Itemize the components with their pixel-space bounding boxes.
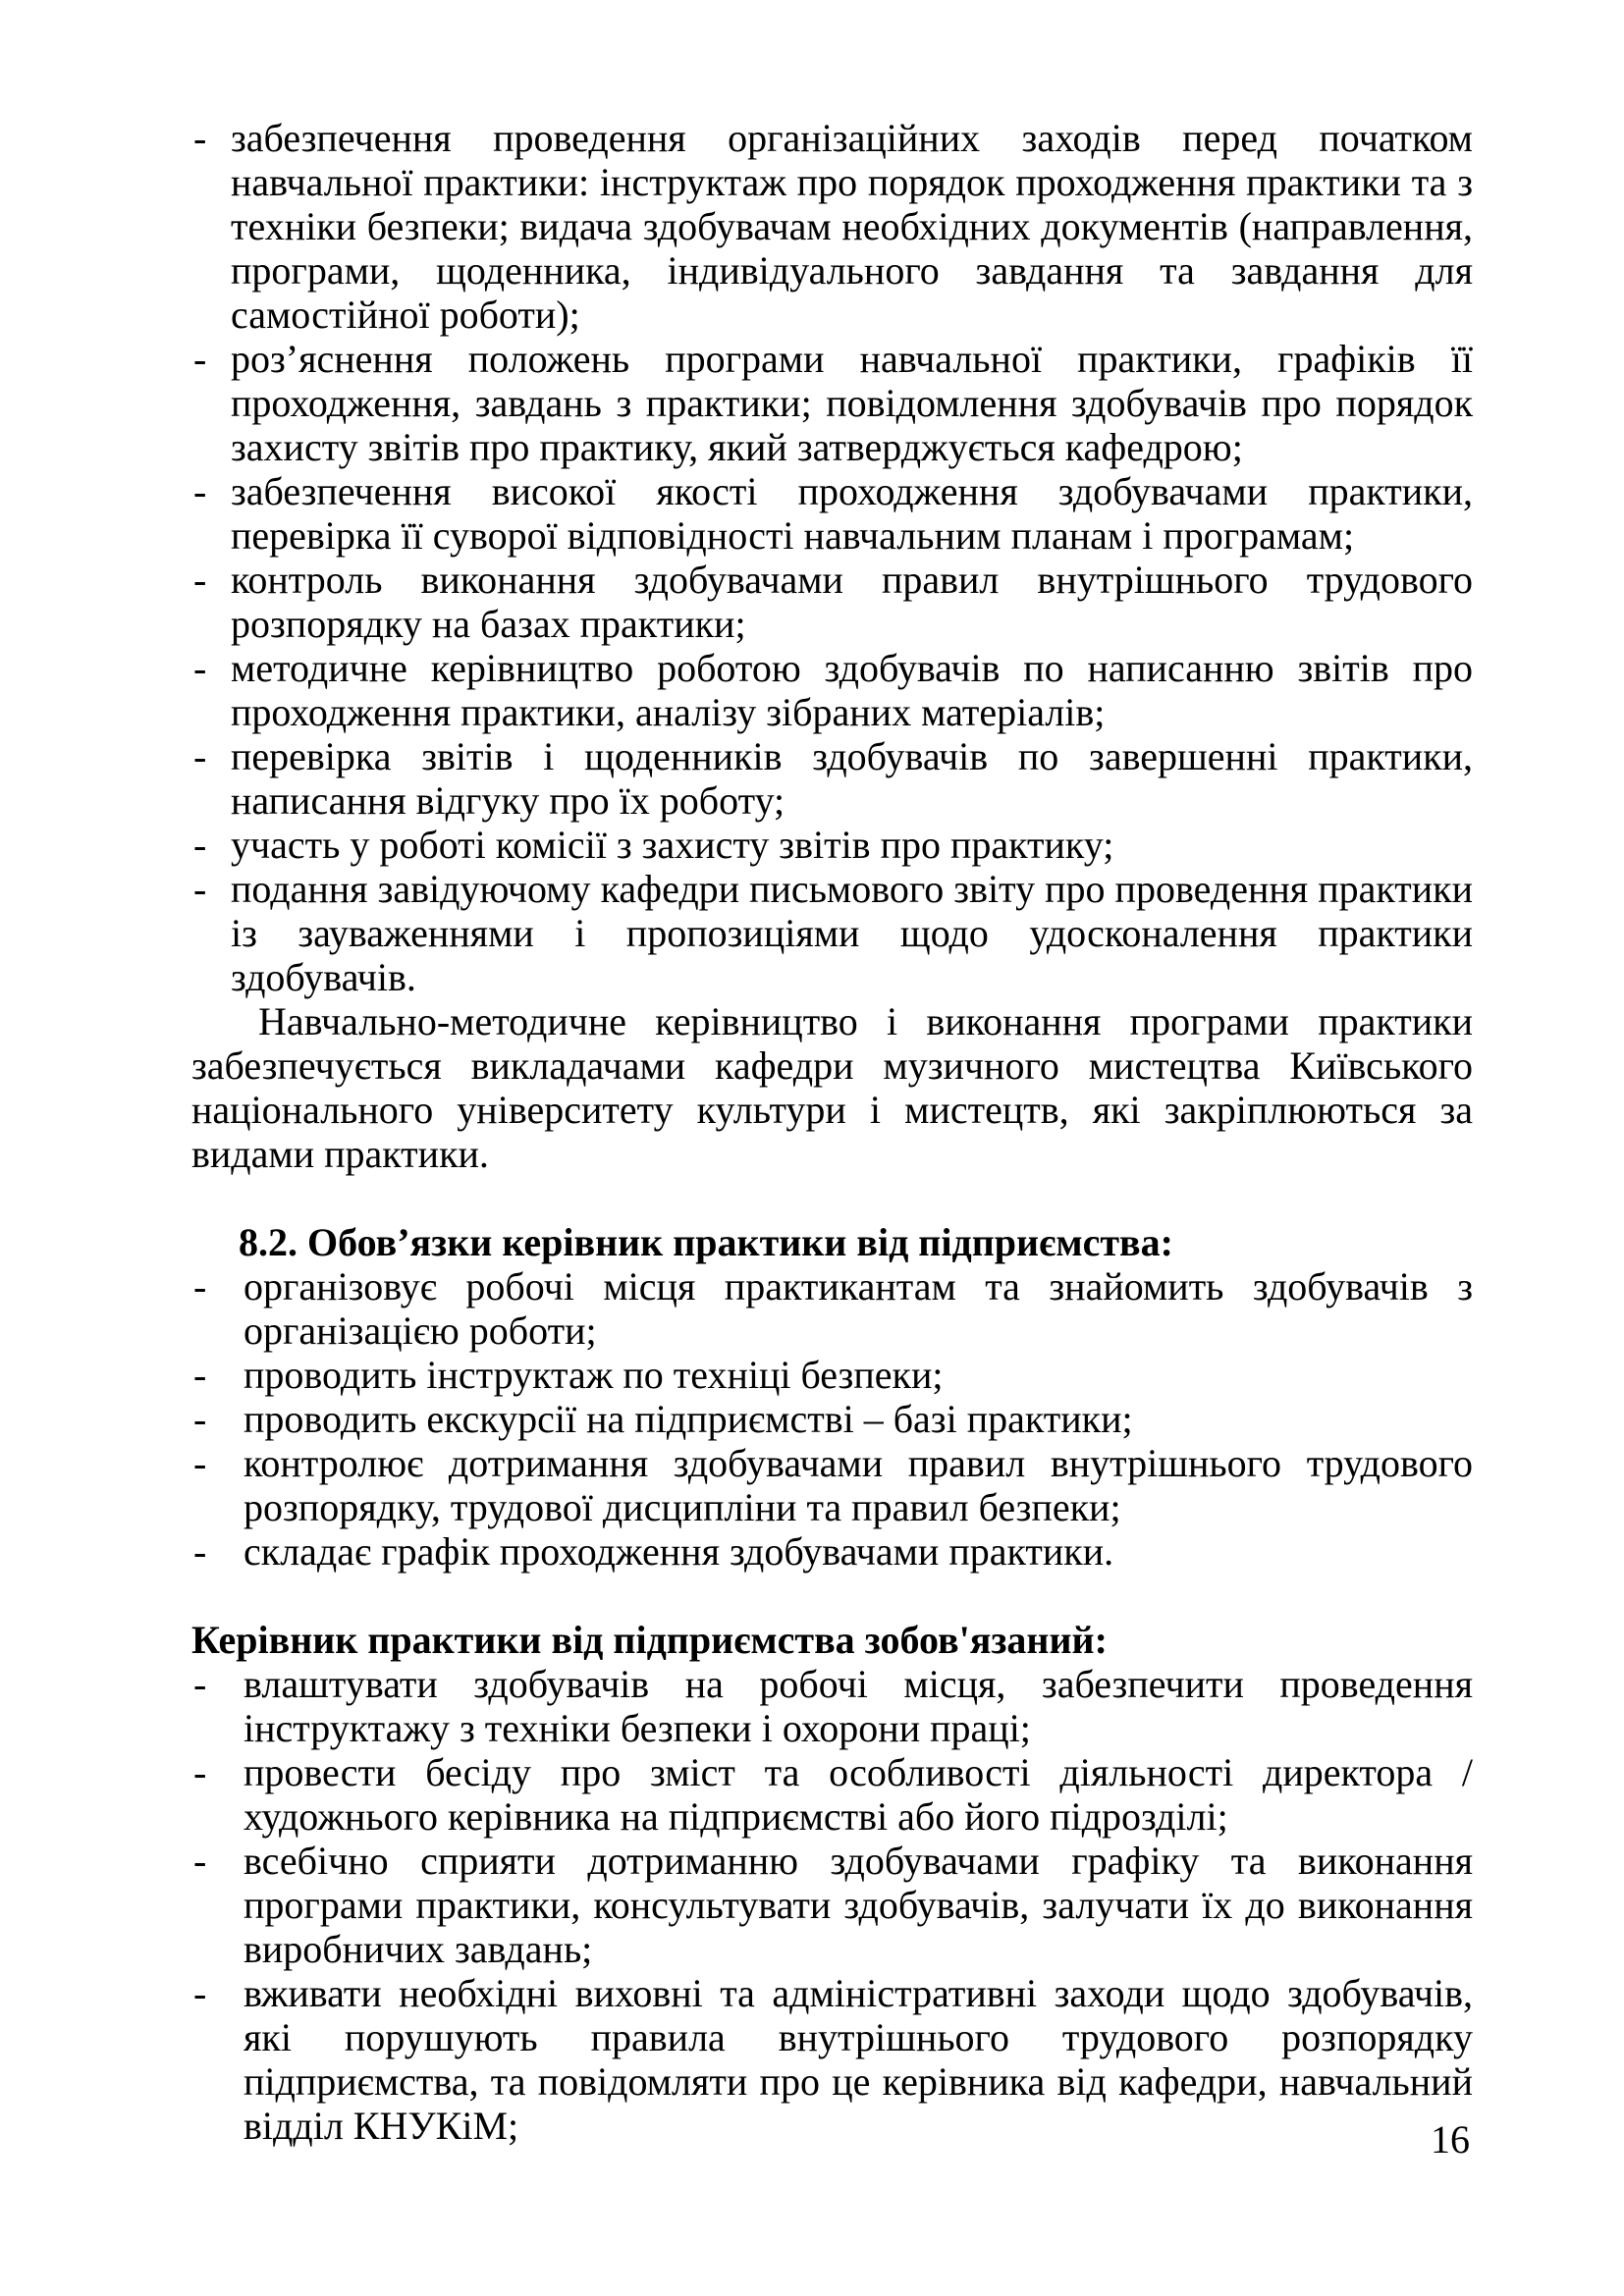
list-item: [191, 1353, 1473, 1397]
list-item-text: проводить інструктаж по техніці безпеки;: [244, 1353, 944, 1397]
list-item: [191, 116, 1473, 337]
list-item-text: методичне керівництво роботою здобувачів по написанню звітів про проходження практики, аналізу зібраних матеріалів;: [231, 646, 1473, 734]
list-item: [191, 1529, 1473, 1574]
list-item-text: перевірка звітів і щоденників здобувачів по завершенні практики, написання відгуку про їх роботу;: [231, 734, 1473, 823]
dash-marker: -: [193, 1353, 207, 1397]
dash-marker: -: [193, 558, 207, 602]
dash-marker: -: [193, 1441, 207, 1485]
list-item: [191, 1441, 1473, 1529]
list-item: [191, 734, 1473, 823]
enterprise-supervisor-obligations-list: [191, 1662, 1473, 2148]
list-item-text: провести бесіду про зміст та особливості діяльності директора / художнього керівника на підприємстві або його підрозділі;: [244, 1750, 1473, 1839]
list-item-text: всебічно сприяти дотриманню здобувачами графіку та виконання програми практики, консультувати здобувачів, залучати їх до виконання виробничих завдань;: [244, 1839, 1473, 1971]
list-item: [191, 1662, 1473, 1750]
dash-marker: -: [193, 1397, 207, 1441]
page-content: [191, 116, 1473, 2148]
list-item: [191, 337, 1473, 469]
list-item-text: проводить екскурсії на підприємстві – базі практики;: [244, 1397, 1133, 1441]
department-supervisor-duties-list: [191, 116, 1473, 999]
dash-marker: -: [193, 469, 207, 513]
list-item: [191, 558, 1473, 646]
list-item-text: забезпечення проведення організаційних заходів перед початком навчальної практики: інструктаж про порядок проходження практики та з техніки безпеки; видача здобувачам необхідних документів (направлення, програми, щоденника, індивідуального завдання та завдання для самостійної роботи);: [231, 116, 1473, 337]
list-item-text: складає графік проходження здобувачами практики.: [244, 1529, 1114, 1574]
list-item-text: контроль виконання здобувачами правил внутрішнього трудового розпорядку на базах практики;: [231, 558, 1473, 646]
dash-marker: -: [193, 1971, 207, 2015]
closing-paragraph: Навчально-методичне керівництво і виконання програми практики забезпечується викладачами кафедри музичного мистецтва Київського національного університету культури і мистецтв, які закріплюються за видами практики.: [191, 999, 1473, 1176]
enterprise-supervisor-duties-list: [191, 1264, 1473, 1574]
page-number: 16: [1431, 2117, 1470, 2162]
list-item: [191, 867, 1473, 999]
list-item: [191, 1264, 1473, 1353]
section-heading-8-2: 8.2. Обов’язки керівник практики від підприємства:: [239, 1220, 1173, 1264]
list-item: [191, 1971, 1473, 2148]
dash-marker: -: [193, 823, 207, 867]
list-item: [191, 1839, 1473, 1971]
list-item-text: вживати необхідні виховні та адміністративні заходи щодо здобувачів, які порушують правила внутрішнього трудового розпорядку підприємства, та повідомляти про це керівника від кафедри, навчальний відділ КНУКіМ;: [244, 1971, 1473, 2148]
list-item-text: організовує робочі місця практикантам та знайомить здобувачів з організацією роботи;: [244, 1264, 1473, 1353]
list-item: [191, 823, 1473, 867]
list-item-text: забезпечення високої якості проходження здобувачами практики, перевірка її суворої відповідності навчальним планам і програмам;: [231, 469, 1473, 558]
dash-marker: -: [193, 1662, 207, 1706]
dash-marker: -: [193, 1529, 207, 1574]
list-item-text: участь у роботі комісії з захисту звітів про практику;: [231, 823, 1114, 867]
dash-marker: -: [193, 646, 207, 690]
dash-marker: -: [193, 1264, 207, 1308]
dash-marker: -: [193, 734, 207, 778]
dash-marker: -: [193, 867, 207, 911]
list-item-text: контролює дотримання здобувачами правил внутрішнього трудового розпорядку, трудової дисципліни та правил безпеки;: [244, 1441, 1473, 1529]
list-item: [191, 469, 1473, 558]
dash-marker: -: [193, 337, 207, 381]
list-item: [191, 646, 1473, 734]
list-item: [191, 1397, 1473, 1441]
list-item-text: роз’яснення положень програми навчальної практики, графіків її проходження, завдань з практики; повідомлення здобувачів про порядок захисту звітів про практику, який затверджується кафедрою;: [231, 337, 1473, 469]
list-item: [191, 1750, 1473, 1839]
section-heading-obligations: Керівник практики від підприємства зобов'язаний:: [191, 1618, 1108, 1662]
dash-marker: -: [193, 1750, 207, 1794]
dash-marker: -: [193, 1839, 207, 1883]
dash-marker: -: [193, 116, 207, 160]
list-item-text: подання завідуючому кафедри письмового звіту про проведення практики із зауваженнями і пропозиціями щодо удосконалення практики здобувачів.: [231, 867, 1473, 999]
list-item-text: влаштувати здобувачів на робочі місця, забезпечити проведення інструктажу з техніки безпеки і охорони праці;: [244, 1662, 1473, 1750]
